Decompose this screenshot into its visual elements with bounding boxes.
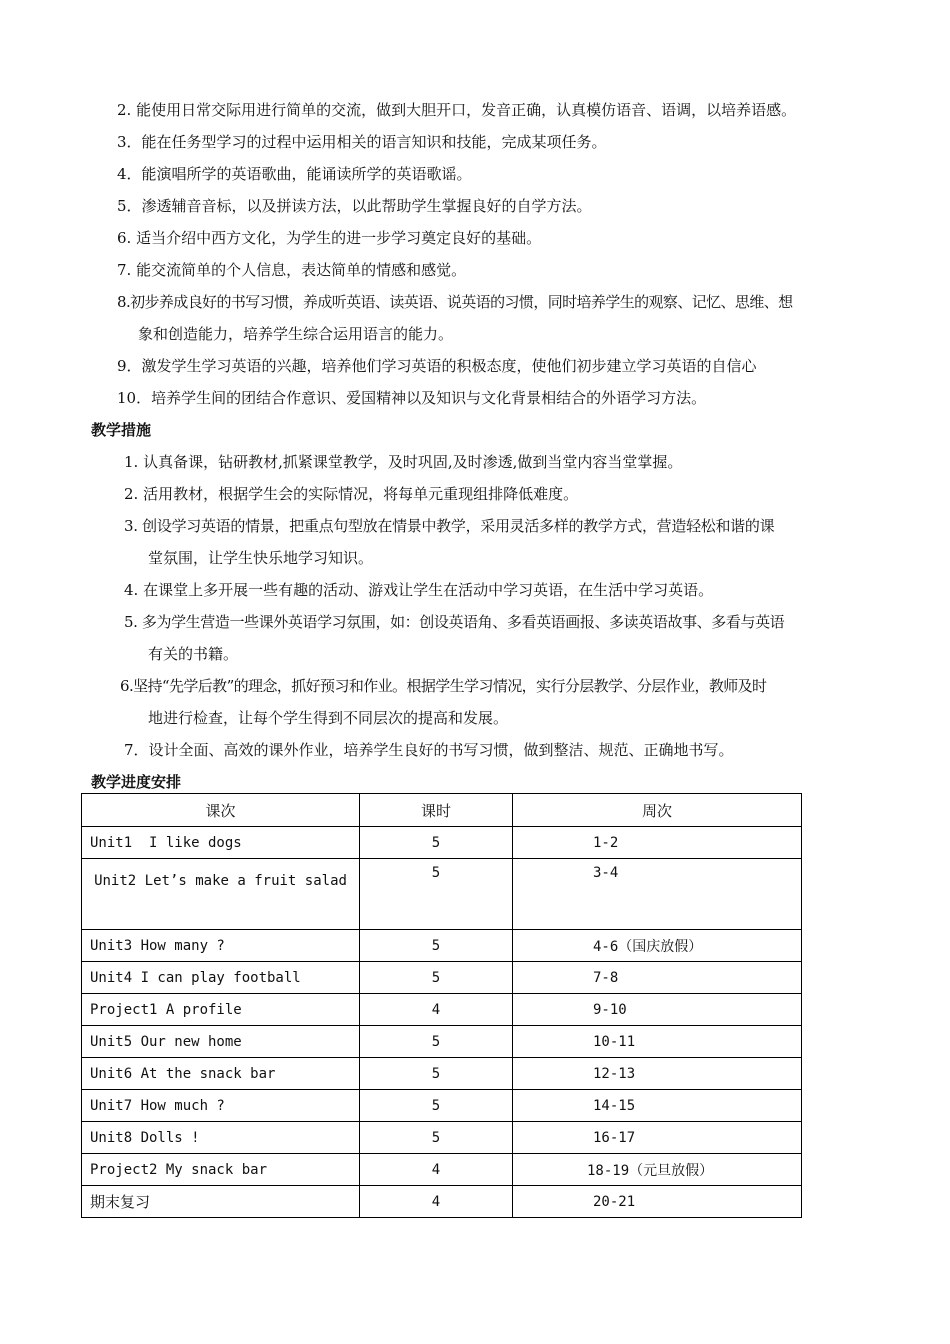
cell-lesson: Unit5 Our new home <box>82 1026 360 1058</box>
measure-item: 6.坚持“先学后教”的理念，抓好预习和作业。根据学生学习情况，实行分层教学、分层作业，教师及时 <box>120 677 767 695</box>
cell-lesson: Unit3 How many ? <box>82 930 360 962</box>
cell-weeks: 16-17 <box>513 1122 802 1154</box>
table-row <box>82 962 802 994</box>
cell-lesson: Unit6 At the snack bar <box>82 1058 360 1090</box>
measure-item: 1. 认真备课，钻研教材,抓紧课堂教学，及时巩固,及时渗透,做到当堂内容当堂掌握。 <box>124 453 683 471</box>
cell-hours: 5 <box>360 827 513 859</box>
header-weeks: 周次 <box>513 794 802 827</box>
cell-weeks: 18-19（元旦放假） <box>513 1154 802 1186</box>
goal-item: 3．能在任务型学习的过程中运用相关的语言知识和技能，完成某项任务。 <box>117 133 607 151</box>
goal-item: 6. 适当介绍中西方文化，为学生的进一步学习奠定良好的基础。 <box>117 229 542 247</box>
cell-hours: 5 <box>360 859 513 930</box>
measure-item-continued: 有关的书籍。 <box>148 645 239 663</box>
cell-lesson: Unit8 Dolls ! <box>82 1122 360 1154</box>
table-row <box>82 859 802 930</box>
measure-item: 3. 创设学习英语的情景，把重点句型放在情景中教学，采用灵活多样的教学方式，营造轻松和谐的课 <box>124 517 775 535</box>
section-heading-schedule: 教学进度安排 <box>91 773 182 791</box>
table-row <box>82 827 802 859</box>
cell-lesson: Unit7 How much ? <box>82 1090 360 1122</box>
goal-item-continued: 象和创造能力，培养学生综合运用语言的能力。 <box>138 325 454 343</box>
header-hours: 课时 <box>360 794 513 827</box>
header-lesson: 课次 <box>82 794 360 827</box>
cell-weeks: 9-10 <box>513 994 802 1026</box>
cell-hours: 4 <box>360 1154 513 1186</box>
goal-item: 10．培养学生间的团结合作意识、爱国精神以及知识与文化背景相结合的外语学习方法。 <box>117 389 707 407</box>
cell-hours: 4 <box>360 1186 513 1218</box>
table-row <box>82 930 802 962</box>
goal-item: 9．激发学生学习英语的兴趣，培养他们学习英语的积极态度，使他们初步建立学习英语的自信心 <box>117 357 757 375</box>
cell-hours: 5 <box>360 930 513 962</box>
cell-hours: 5 <box>360 1090 513 1122</box>
goal-item: 5．渗透辅音音标，以及拼读方法，以此帮助学生掌握良好的自学方法。 <box>117 197 592 215</box>
cell-hours: 4 <box>360 994 513 1026</box>
cell-weeks: 3-4 <box>513 859 802 930</box>
goal-item: 2. 能使用日常交际用进行简单的交流，做到大胆开口，发音正确，认真模仿语音、语调，以培养语感。 <box>117 101 797 119</box>
table-row <box>82 1026 802 1058</box>
table-row <box>82 1186 802 1218</box>
section-heading-measures: 教学措施 <box>91 421 152 439</box>
cell-weeks: 10-11 <box>513 1026 802 1058</box>
cell-lesson: 期末复习 <box>82 1186 360 1218</box>
table-row <box>82 1058 802 1090</box>
cell-lesson: Unit2 Let’s make a fruit salad <box>82 859 360 930</box>
schedule-table <box>81 793 802 1218</box>
cell-weeks: 12-13 <box>513 1058 802 1090</box>
cell-weeks: 20-21 <box>513 1186 802 1218</box>
goal-item: 8.初步养成良好的书写习惯，养成听英语、读英语、说英语的习惯，同时培养学生的观察、记忆、思维、想 <box>117 293 793 311</box>
goal-item: 4．能演唱所学的英语歌曲，能诵读所学的英语歌谣。 <box>117 165 472 183</box>
cell-lesson: Unit1 I like dogs <box>82 827 360 859</box>
cell-weeks: 4-6（国庆放假） <box>513 930 802 962</box>
measure-item: 4. 在课堂上多开展一些有趣的活动、游戏让学生在活动中学习英语，在生活中学习英语。 <box>124 581 714 599</box>
cell-hours: 5 <box>360 1058 513 1090</box>
measure-item-continued: 地进行检查，让每个学生得到不同层次的提高和发展。 <box>148 709 509 727</box>
table-row <box>82 1090 802 1122</box>
cell-hours: 5 <box>360 962 513 994</box>
cell-lesson: Project1 A profile <box>82 994 360 1026</box>
measure-item-continued: 堂氛围，让学生快乐地学习知识。 <box>148 549 374 567</box>
table-row <box>82 1122 802 1154</box>
measure-item: 7．设计全面、高效的课外作业，培养学生良好的书写习惯，做到整洁、规范、正确地书写。 <box>124 741 734 759</box>
cell-weeks: 7-8 <box>513 962 802 994</box>
cell-weeks: 14-15 <box>513 1090 802 1122</box>
table-row <box>82 994 802 1026</box>
cell-lesson: Unit4 I can play football <box>82 962 360 994</box>
cell-hours: 5 <box>360 1026 513 1058</box>
measure-item: 2. 活用教材，根据学生会的实际情况，将每单元重现组排降低难度。 <box>124 485 579 503</box>
cell-hours: 5 <box>360 1122 513 1154</box>
table-row <box>82 1154 802 1186</box>
table-header-row <box>82 794 802 827</box>
measure-item: 5. 多为学生营造一些课外英语学习氛围，如：创设英语角、多看英语画报、多读英语故事、多看与英语 <box>124 613 785 631</box>
goal-item: 7. 能交流简单的个人信息，表达简单的情感和感觉。 <box>117 261 467 279</box>
cell-lesson: Project2 My snack bar <box>82 1154 360 1186</box>
cell-weeks: 1-2 <box>513 827 802 859</box>
